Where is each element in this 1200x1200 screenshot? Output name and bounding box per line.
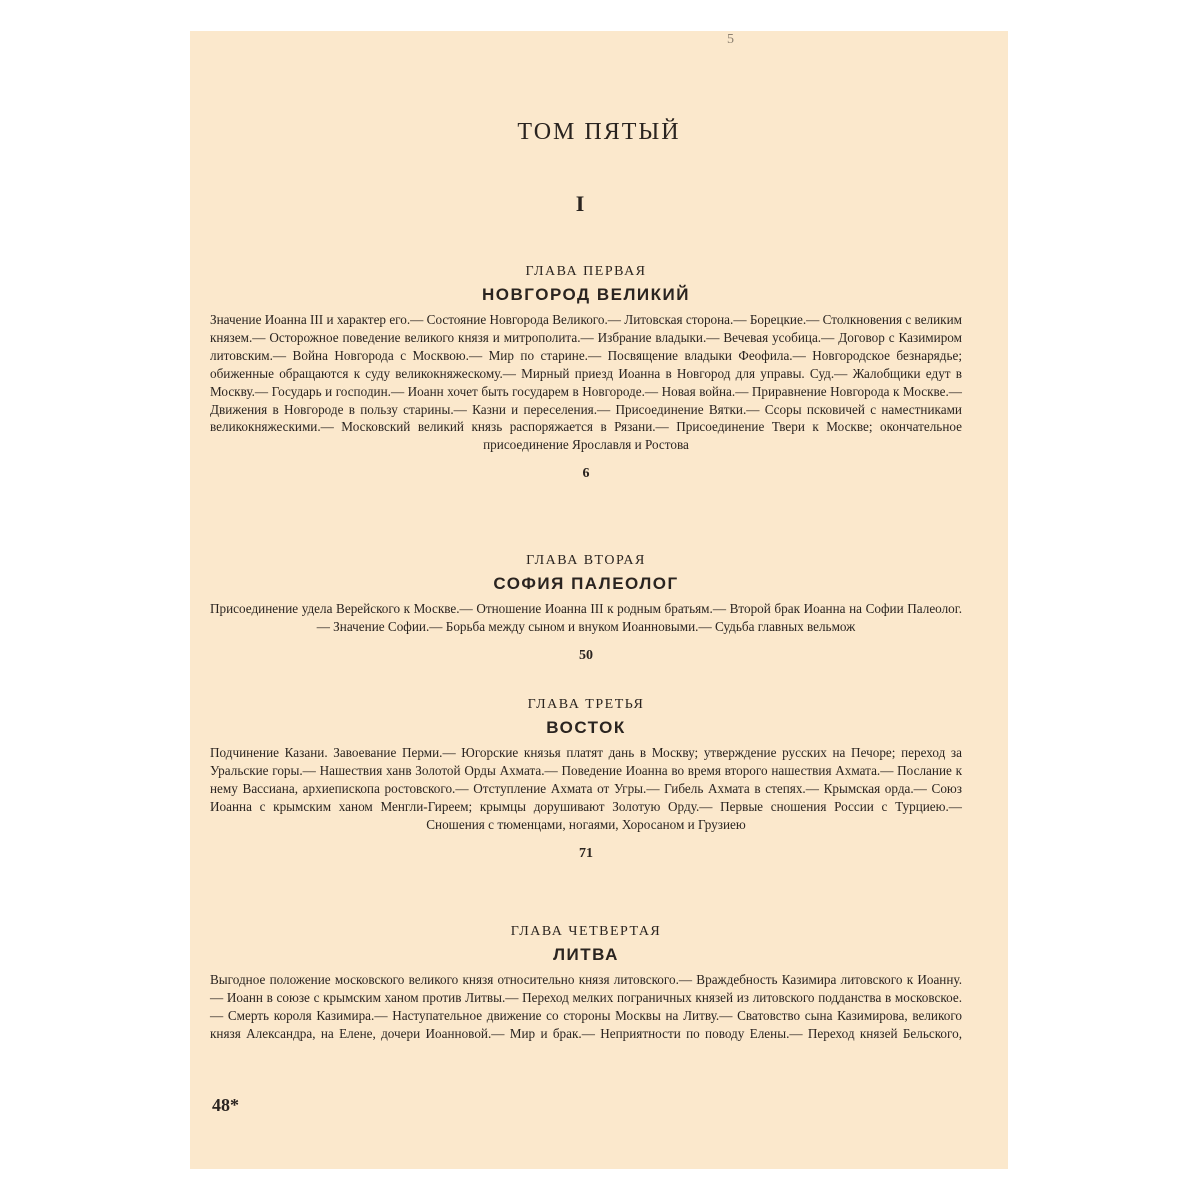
chapter-page-number: 71: [579, 845, 593, 861]
chapter-title: ВОСТОК: [546, 718, 626, 737]
chapter-2: [210, 552, 962, 664]
chapter-label: ГЛАВА ВТОРАЯ: [526, 553, 646, 568]
chapter-label: ГЛАВА ТРЕТЬЯ: [527, 697, 645, 712]
volume-title: ТОМ ПЯТЫЙ: [517, 119, 681, 145]
chapter-title: ЛИТВА: [553, 945, 619, 964]
chapter-summary: Присоединение удела Верейского к Москве.— Отношение Иоанна III к родным братьям.— Второй брак Иоанна на Софии Палеолог.— Значение Софии.— Борьба между сыном и внуком Иоанновыми.— Судьба главных вельмож: [210, 601, 962, 634]
chapter-summary: Подчинение Казани. Завоевание Перми.— Югорские князья платят дань в Москву; утверждение русских на Печоре; переход за Уральские горы.— Нашествия ханв Золотой Орды Ахмата.— Поведение Иоанна во время второго нашествия Ахмата.— Послание к нему Вассиана, архиепископа ростовского.— Отступление Ахмата от Угры.— Гибель Ахмата в степях.— Крымская орда.— Союз Иоанна с крымским ханом Менгли-Гиреем; крымцы дорушивают Золотую Орду.— Первые сношения России с Турциею.— Сношения с тюменцами, ногаями, Хоросаном и Грузиею: [210, 745, 962, 832]
top-pencil-mark: 5: [727, 32, 734, 47]
chapter-label: ГЛАВА ПЕРВАЯ: [525, 264, 647, 279]
chapter-4: [210, 923, 962, 1043]
chapter-page-number: 50: [579, 647, 593, 663]
part-number: I: [575, 191, 585, 216]
chapter-page-number: 6: [582, 466, 590, 482]
chapter-summary: Значение Иоанна III и характер его.— Состояние Новгорода Великого.— Литовская сторона.— Борецкие.— Столкновения с великим князем.— Осторожное поведение великого князя и митрополита.— Избрание владыки.— Вечевая усобица.— Договор с Казимиром литовским.— Война Новгорода с Москвою.— Мир по старине.— Посвящение владыки Феофила.— Новгородское безнарядье; обиженные обращаются к суду великокняжескому.— Мирный приезд Иоанна в Новгород для управы. Суд.— Жалобщики едут в Москву.— Государь и господин.— Иоанн хочет быть государем в Новгороде.— Новая война.— Приравнение Новгорода к Москве.— Движения в Новгороде в пользу старины.— Казни и переселения.— Присоединение Вятки.— Ссоры псковичей с наместниками великокняжескими.— Московский великий князь распоряжается в Рязани.— Присоединение Твери к Москве; окончательное присоединение Ярославля и Ростова: [210, 312, 962, 453]
folio-number: 48*: [212, 1095, 239, 1115]
chapter-title: СОФИЯ ПАЛЕОЛОГ: [493, 574, 679, 593]
chapter-title: НОВГОРОД ВЕЛИКИЙ: [482, 285, 690, 304]
chapter-1: [210, 263, 962, 482]
book-page: [190, 31, 1008, 1169]
chapter-3: [210, 696, 962, 862]
chapter-label: ГЛАВА ЧЕТВЕРТАЯ: [510, 924, 662, 939]
chapter-summary: Выгодное положение московского великого князя относительно князя литовского.— Враждебность Казимира литовского к Иоанну.— Иоанн в союзе с крымским ханом против Литвы.— Переход мелких пограничных князей из литовского подданства в московское.— Смерть короля Казимира.— Наступательное движение со стороны Москвы на Литву.— Сватовство сына Казимирова, великого князя Александра, на Елене, дочери Иоанновой.— Мир и брак.— Неприятности по поводу Елены.— Переход князей Бельского,: [210, 972, 962, 1041]
